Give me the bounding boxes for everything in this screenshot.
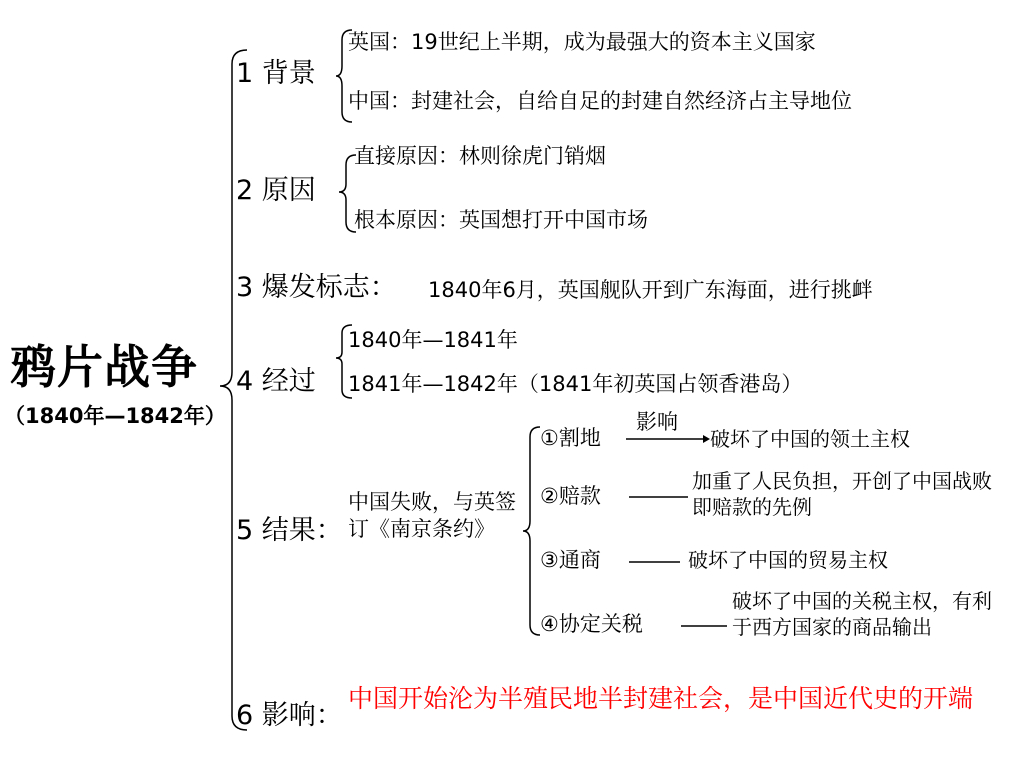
term-tariff: ④协定关税 [540, 612, 643, 636]
process-stage-1: 1840年—1841年 [348, 328, 518, 352]
impact-label: 影响 [636, 410, 678, 434]
result-summary: 中国失败，与英签订《南京条约》 [348, 490, 516, 542]
cause-fundamental: 根本原因：英国想打开中国市场 [354, 208, 648, 232]
section-influence-label: 6 影响： [236, 700, 343, 731]
term-cession: ①割地 [540, 426, 601, 450]
background-china: 中国：封建社会，自给自足的封建自然经济占主导地位 [348, 89, 852, 113]
background-britain: 英国：19世纪上半期，成为最强大的资本主义国家 [348, 30, 816, 54]
outbreak-text: 1840年6月，英国舰队开到广东海面，进行挑衅 [428, 278, 873, 302]
section-outbreak-label: 3 爆发标志： [236, 272, 397, 303]
section-background-label: 1 背景 [236, 58, 316, 89]
influence-text: 中国开始沦为半殖民地半封建社会，是中国近代史的开端 [348, 684, 974, 713]
diagram-title: 鸦片战争 [10, 340, 198, 394]
process-stage-2: 1841年—1842年（1841年初英国占领香港岛） [348, 372, 803, 396]
arrow-cession-head [703, 435, 710, 443]
term-trade-effect: 破坏了中国的贸易主权 [688, 548, 888, 572]
cause-direct: 直接原因：林则徐虎门销烟 [354, 144, 606, 168]
term-tariff-effect: 破坏了中国的关税主权，有利于西方国家的商品输出 [732, 589, 992, 639]
section-cause-label: 2 原因 [236, 175, 316, 206]
term-indemnity: ②赔款 [540, 484, 601, 508]
section-result-label: 5 结果： [236, 515, 343, 546]
section-process-label: 4 经过 [236, 366, 316, 397]
term-trade: ③通商 [540, 548, 601, 572]
term-cession-effect: 破坏了中国的领土主权 [710, 427, 910, 451]
result-brace [523, 427, 540, 635]
diagram-period: （1840年—1842年） [4, 404, 226, 428]
term-indemnity-effect: 加重了人民负担，开创了中国战败即赔款的先例 [692, 469, 992, 519]
